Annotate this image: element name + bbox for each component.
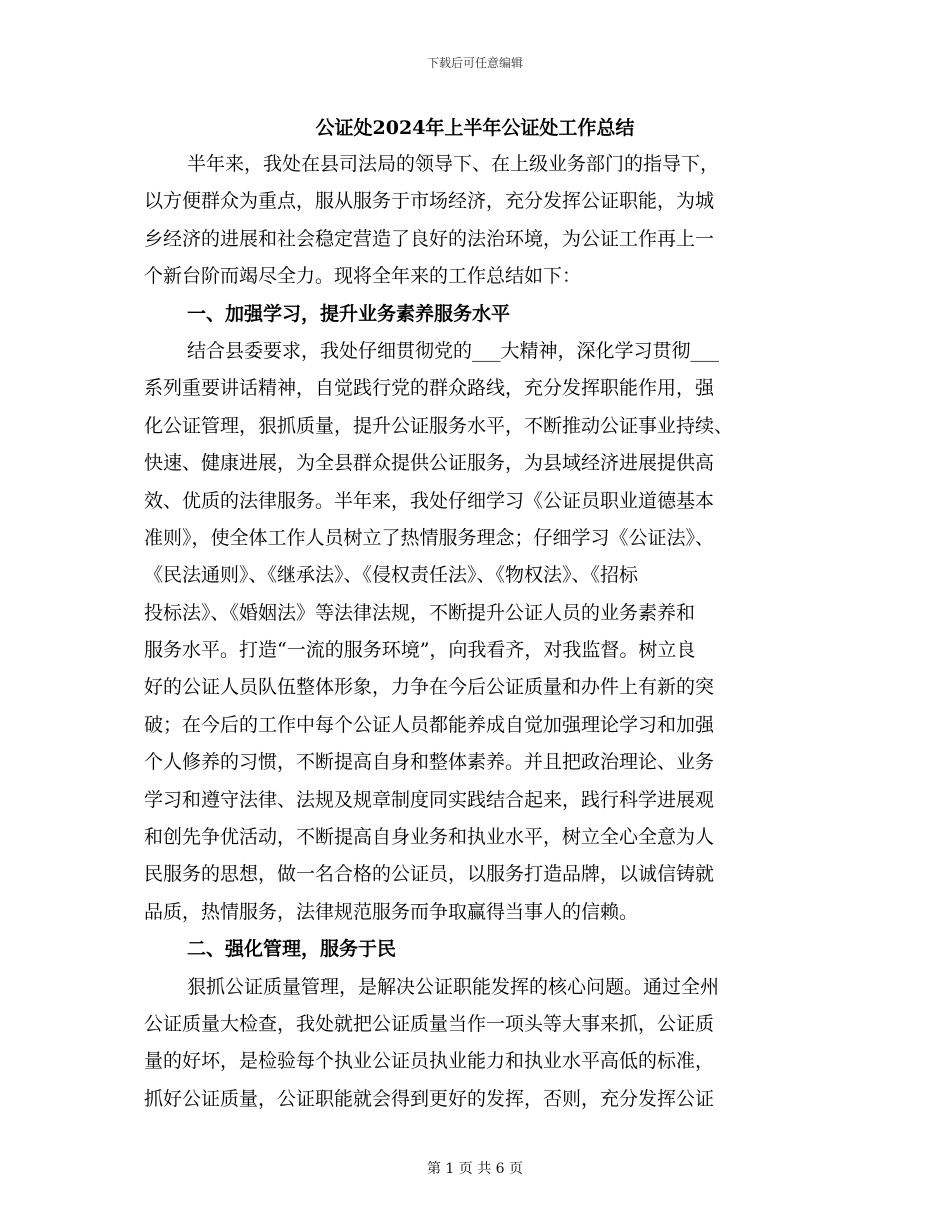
body-line: 结合县委要求，我处仔细贯彻党的___大精神，深化学习贯彻___: [187, 339, 720, 362]
body-line: 准则》，使全体工作人员树立了热情服务理念；仔细学习《公证法》、: [144, 526, 715, 549]
body-line: 个新台阶而竭尽全力。现将全年来的工作总结如下：: [144, 265, 582, 288]
section-heading: 二、强化管理，服务于民: [187, 938, 397, 961]
body-line: 系列重要讲话精神，自觉践行党的群众路线，充分发挥职能作用，强: [144, 377, 715, 400]
header-note: 下载后可任意编辑: [426, 56, 523, 70]
body-line: 个人修养的习惯，不断提高自身和整体素养。并且把政治理论、业务: [144, 751, 715, 774]
body-line: 服务水平。打造“一流的服务环境”，向我看齐，对我监督。树立良: [144, 639, 696, 662]
section-heading: 一、加强学习，提升业务素养服务水平: [187, 302, 511, 325]
body-line: 量的好坏，是检验每个执业公证员执业能力和执业水平高低的标准，: [144, 1050, 715, 1073]
body-line: 和创先争优活动，不断提高自身业务和执业水平，树立全心全意为人: [144, 826, 715, 849]
body-line: 乡经济的进展和社会稳定营造了良好的法治环境，为公证工作再上一: [144, 227, 715, 250]
document-body: [144, 146, 812, 1118]
body-line: 快速、健康进展，为全县群众提供公证服务，为县域经济进展提供高: [144, 452, 715, 475]
body-line: 投标法》、《婚姻法》等法律法规，不断提升公证人员的业务素养和: [144, 601, 696, 624]
body-line: 民服务的思想，做一名合格的公证员，以服务打造品牌，以诚信铸就: [144, 863, 715, 886]
body-line: 狠抓公证质量管理，是解决公证职能发挥的核心问题。通过全州: [187, 975, 720, 998]
body-line: 破；在今后的工作中每个公证人员都能养成自觉加强理论学习和加强: [144, 713, 715, 736]
body-line: 好的公证人员队伍整体形象，力争在今后公证质量和办件上有新的突: [144, 676, 715, 699]
body-line: 品质，热情服务，法律规范服务而争取赢得当事人的信赖。: [144, 900, 639, 923]
body-line: 效、优质的法律服务。半年来，我处仔细学习《公证员职业道德基本: [144, 489, 715, 512]
body-line: 半年来，我处在县司法局的领导下、在上级业务部门的指导下，: [187, 153, 720, 175]
page-number: 第 1 页 共 6 页: [426, 1161, 524, 1177]
body-line: 公证质量大检查，我处就把公证质量当作一项头等大事来抓，公证质: [144, 1012, 715, 1035]
body-line: 《民法通则》、《继承法》、《侵权责任法》、《物权法》、《招标: [144, 564, 639, 587]
body-line: 以方便群众为重点，服从服务于市场经济，充分发挥公证职能，为城: [144, 190, 715, 213]
document-title: 公证处2024年上半年公证处工作总结: [315, 117, 635, 139]
body-line: 学习和遵守法律、法规及规章制度同实践结合起来，践行科学进展观: [144, 788, 715, 811]
body-line: 化公证管理，狠抓质量，提升公证服务水平，不断推动公证事业持续、: [144, 414, 734, 437]
body-line: 抓好公证质量，公证职能就会得到更好的发挥，否则，充分发挥公证: [144, 1087, 715, 1110]
